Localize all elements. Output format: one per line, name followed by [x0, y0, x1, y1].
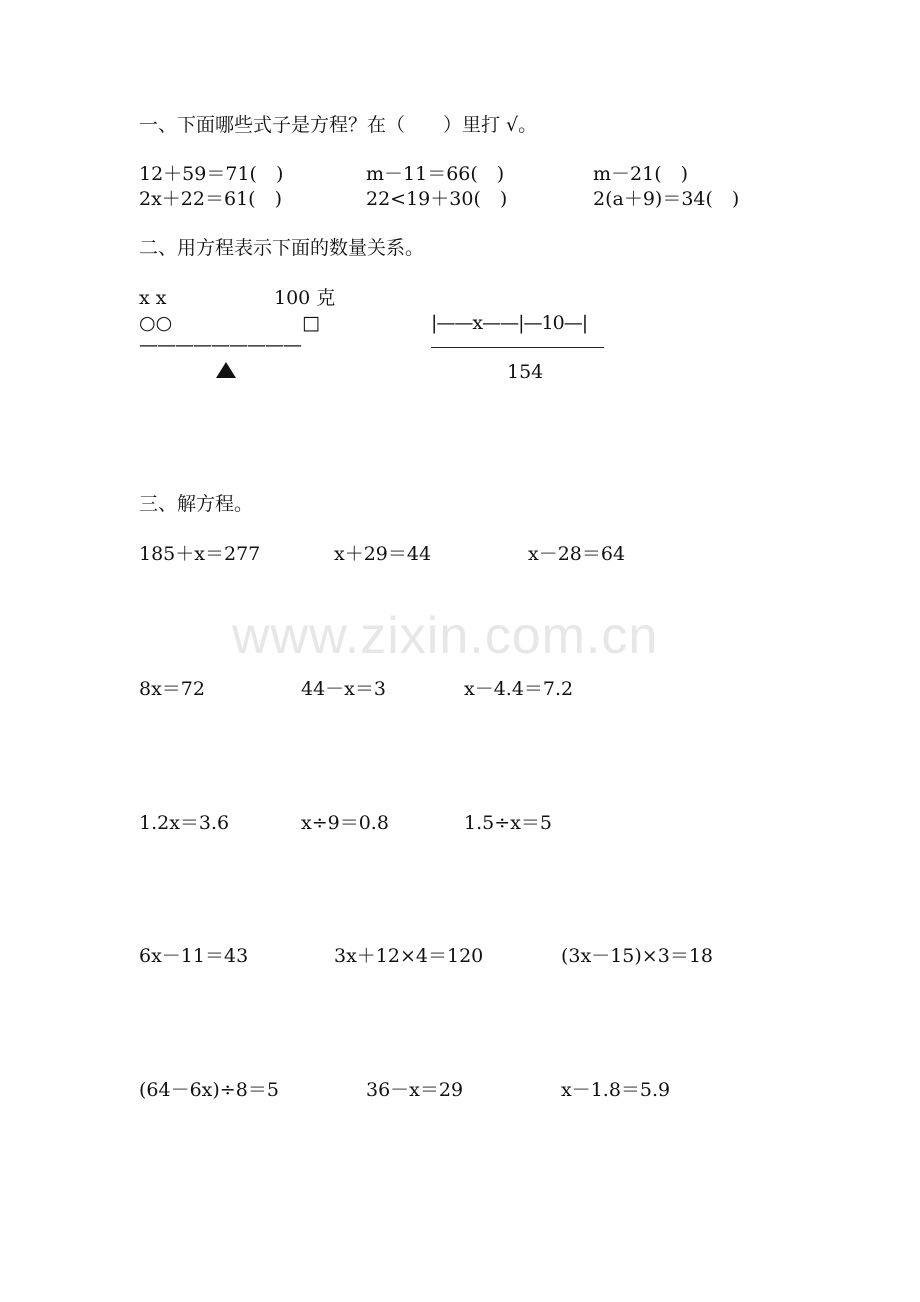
equation: 1.5÷x＝5	[464, 812, 552, 834]
section1-item: m－21( )	[593, 163, 689, 185]
section3-heading: 三、解方程。	[139, 493, 254, 515]
balance-right-shape: □	[302, 312, 320, 334]
segment-line: |——x——|—10—|	[431, 312, 588, 334]
equation: x－1.8＝5.9	[561, 1079, 671, 1101]
equation: 185＋x＝277	[139, 543, 261, 565]
equation: (64－6x)÷8＝5	[139, 1079, 279, 1101]
section1-item: 2(a＋9)＝34( )	[593, 188, 740, 210]
balance-right-label: 100 克	[274, 287, 336, 309]
equation: 3x＋12×4＝120	[334, 945, 484, 967]
section1-item: m－11＝66( )	[366, 163, 505, 185]
balance-left-shapes: ○○	[139, 312, 173, 334]
equation: x－4.4＝7.2	[464, 678, 574, 700]
balance-left-label: x x	[139, 287, 167, 309]
equation: 44－x＝3	[301, 678, 386, 700]
triangle-up-icon	[216, 362, 236, 378]
segment-brace-line	[431, 347, 604, 348]
section1-item: 12＋59＝71( )	[139, 163, 284, 185]
watermark: www.zixin.com.cn	[232, 607, 659, 665]
equation: 1.2x＝3.6	[139, 812, 230, 834]
equation: x－28＝64	[528, 543, 626, 565]
equation: x＋29＝44	[334, 543, 432, 565]
section1-item: 22<19＋30( )	[366, 188, 508, 210]
equation: (3x－15)×3＝18	[561, 945, 713, 967]
balance-beam: —————————	[139, 334, 301, 356]
equation: 36－x＝29	[366, 1079, 464, 1101]
section1-item: 2x＋22＝61( )	[139, 188, 282, 210]
segment-total: 154	[507, 361, 544, 383]
section2-heading: 二、用方程表示下面的数量关系。	[139, 237, 425, 259]
equation: 6x－11＝43	[139, 945, 249, 967]
equation: 8x＝72	[139, 678, 205, 700]
section1-heading: 一、下面哪些式子是方程？在（ ）里打 √。	[139, 114, 538, 136]
equation: x÷9＝0.8	[301, 812, 389, 834]
